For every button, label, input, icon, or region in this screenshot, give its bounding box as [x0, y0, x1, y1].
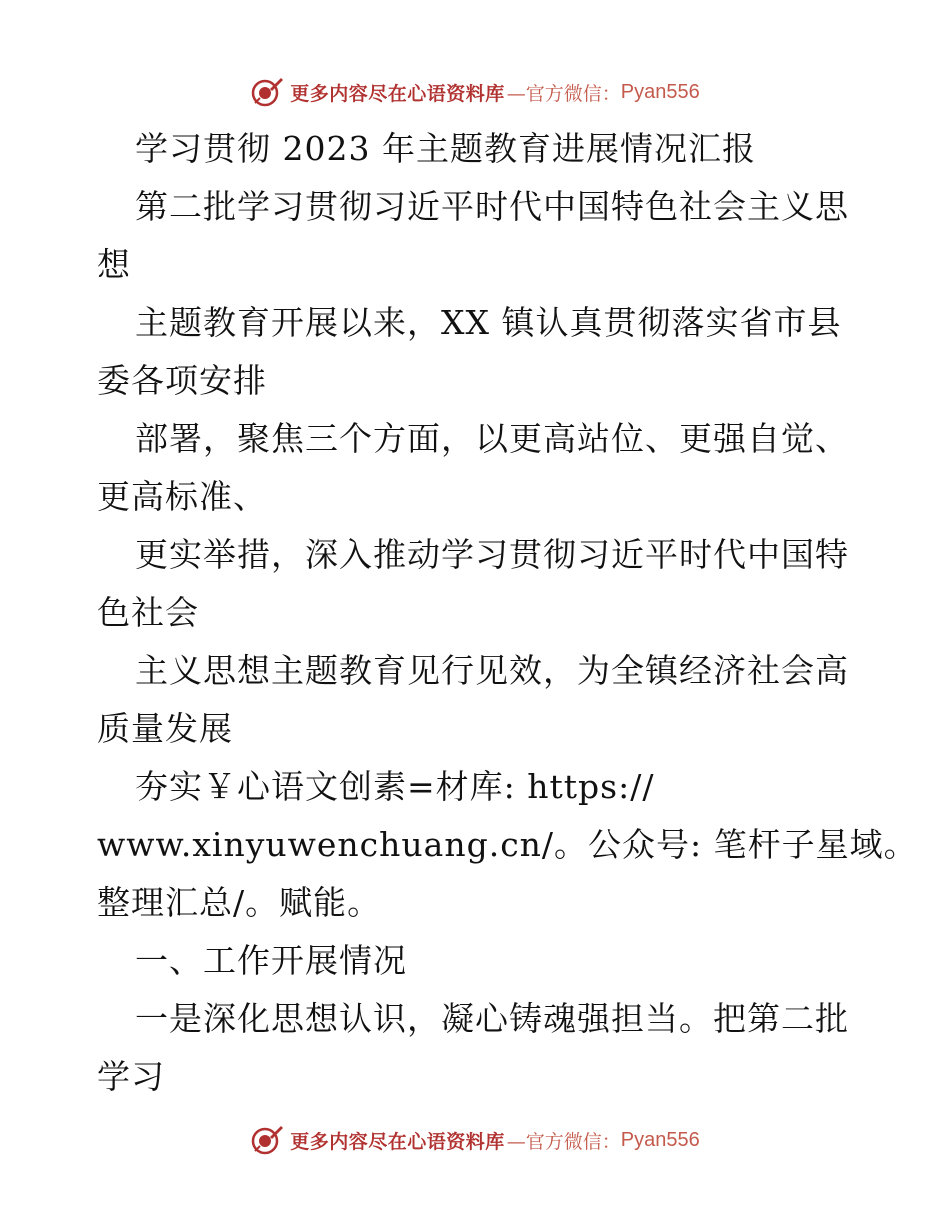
banner-wechat-label: —官方微信：: [506, 1130, 621, 1153]
document-body: [97, 120, 918, 1106]
doc-line: 部署，聚焦三个方面，以更高站位、更强自觉、: [135, 419, 849, 458]
doc-line: 第二批学习贯彻习近平时代中国特色社会主义思: [135, 187, 849, 226]
banner-wechat-id: Pyan556: [620, 1128, 700, 1151]
footer-banner: [0, 1120, 950, 1160]
doc-line: 一是深化思想认识，凝心铸魂强担当。把第二批: [135, 999, 849, 1038]
header-banner: [0, 72, 950, 112]
banner-site-text: 更多内容尽在心语资料库: [290, 1130, 505, 1153]
doc-title: 学习贯彻 2023 年主题教育进展情况汇报: [135, 129, 756, 168]
doc-line: 主题教育开展以来，XX 镇认真贯彻落实省市县: [135, 303, 842, 342]
pen-circle-logo-icon: [250, 75, 284, 109]
section-heading: 一、工作开展情况: [135, 941, 407, 980]
doc-line: 夯实￥心语文创素=材库: https://: [135, 767, 655, 806]
doc-line: 整理汇总/。赋能。: [97, 883, 382, 922]
doc-line: 更高标准、: [97, 477, 267, 516]
doc-line: 质量发展: [97, 709, 233, 748]
doc-line: 主义思想主题教育见行见效，为全镇经济社会高: [135, 651, 849, 690]
doc-line: 学习: [97, 1057, 165, 1096]
banner-site-text: 更多内容尽在心语资料库: [290, 82, 505, 105]
doc-line: www.xinyuwenchuang.cn/。公众号: 笔杆子星域。: [97, 825, 918, 864]
banner-wechat-id: Pyan556: [620, 80, 700, 103]
doc-line: 更实举措，深入推动学习贯彻习近平时代中国特: [135, 535, 849, 574]
doc-line: 色社会: [97, 593, 199, 632]
doc-line: 想: [97, 245, 131, 284]
banner-wechat-label: —官方微信：: [506, 82, 621, 105]
doc-line: 委各项安排: [97, 361, 267, 400]
pen-circle-logo-icon: [250, 1123, 284, 1157]
